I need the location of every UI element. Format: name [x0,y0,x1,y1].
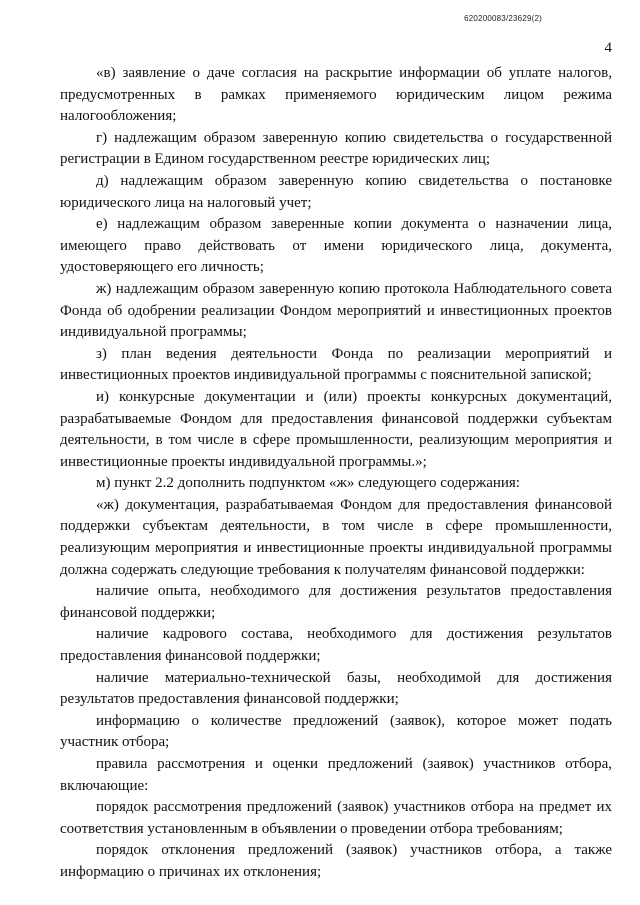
paragraph-d-tax-registration: д) надлежащим образом заверенную копию свидетельства о постановке юридического лица на налоговый учет; [60,172,612,211]
paragraph-rejection-procedure: порядок отклонения предложений (заявок) участников отбора, а также информацию о причинах их отклонения; [60,842,612,880]
paragraph-z-activity-plan: з) план ведения деятельности Фонда по реализации мероприятий и инвестиционных проектов индивидуальной программы с пояснительной запиской; [60,345,612,384]
paragraph-m-amend-clause: м) пункт 2.2 дополнить подпунктом «ж» следующего содержания: [96,475,520,492]
paragraph-zh-supervisory-protocol: ж) надлежащим образом заверенную копию протокола Наблюдательного совета Фонда об одобрении реализации Фондом мероприятий и инвестиционных проектов индивидуальной программы; [60,280,612,341]
paragraph-review-procedure: порядок рассмотрения предложений (заявок) участников отбора на предмет их соответствия установленным в объявлении о проведении отбора требованиям; [60,799,612,837]
paragraph-review-rules: правила рассмотрения и оценки предложений (заявок) участников отбора, включающие: [60,756,612,794]
paragraph-staff-requirement: наличие кадрового состава, необходимого для достижения результатов предоставления финансовой поддержки; [60,626,612,665]
document-registration-code: 620200083/23629(2) [464,14,542,23]
paragraph-zh-documentation-requirements: «ж) документация, разрабатываемая Фондом для предоставления финансовой поддержки субъектам деятельности, в том числе в сфере промышленности, реализующим мероприятия и инвестиционные проекты индивидуальной программы должна содержать следующие требования к получателям финансовой поддержки: [60,496,612,578]
paragraph-g-registration-certificate: г) надлежащим образом заверенную копию свидетельства о государственной регистрации в Едином государственном реестре юридических лиц; [60,129,612,168]
paragraph-i-competition-documents: и) конкурсные документации и (или) проекты конкурсных документаций, разрабатываемые Фондом для предоставления финансовой поддержки субъектам деятельности, в том числе в сфере промышленности, реализующим мероприятия и инвестиционные проекты индивидуальной программы.»; [60,388,612,470]
document-body [60,63,612,884]
paragraph-applications-count: информацию о количестве предложений (заявок), которое может подать участник отбора; [60,712,612,751]
paragraph-facilities-requirement: наличие материально-технической базы, необходимой для достижения результатов предоставления финансовой поддержки; [60,669,612,708]
paragraph-v-consent-statement: «в) заявление о даче согласия на раскрытие информации об уплате налогов, предусмотренных в рамках применяемого юридическим лицом режима налогообложения; [60,65,612,125]
paragraph-experience-requirement: наличие опыта, необходимого для достижения результатов предоставления финансовой поддержки; [60,583,612,621]
page-number: 4 [604,40,612,56]
paragraph-e-appointment-documents: е) надлежащим образом заверенные копии документа о назначении лица, имеющего право действовать от имени юридического лица, документа, удостоверяющего его личность; [60,216,612,276]
